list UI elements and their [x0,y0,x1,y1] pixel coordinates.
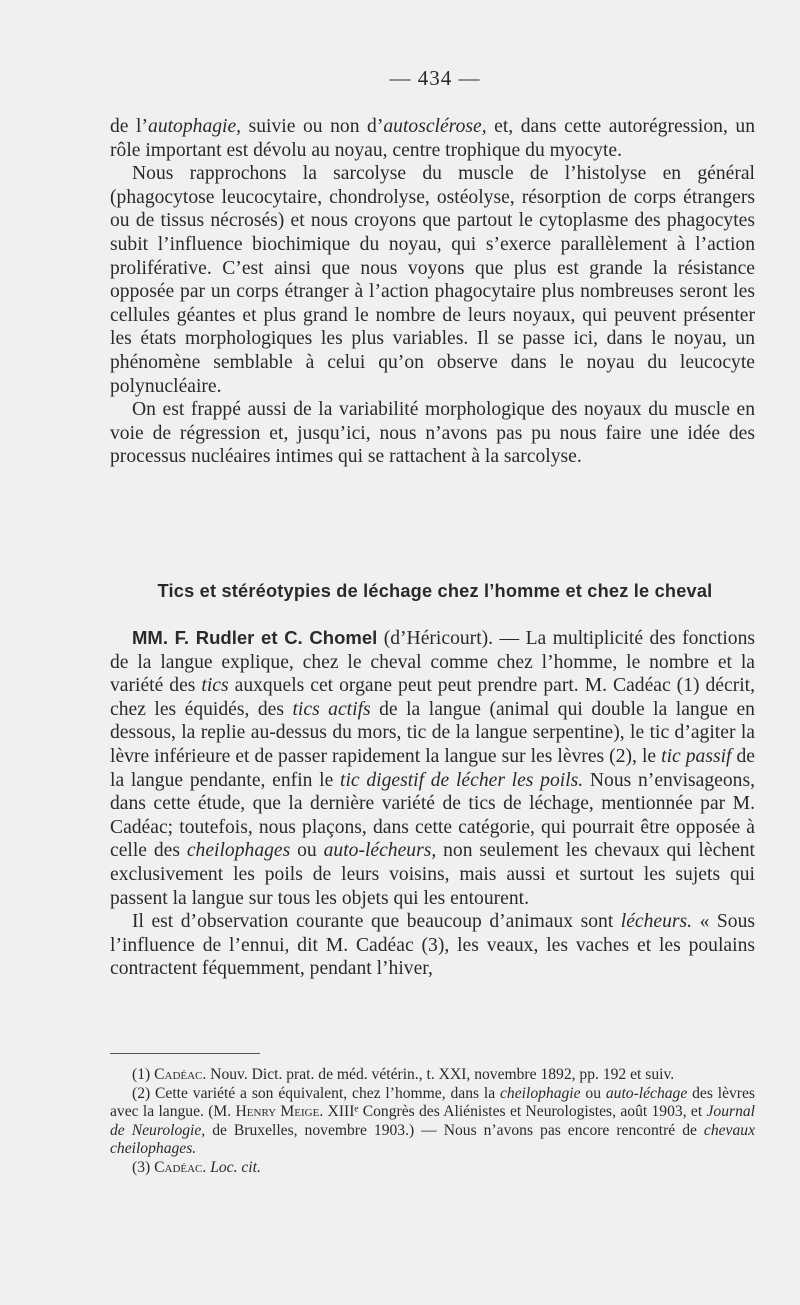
section-paragraph-1 [110,626,755,910]
italic-term: autosclérose, [383,116,487,137]
footnote-number: (3) [132,1159,155,1177]
italic-term: cheilophagie [500,1085,581,1103]
italic-term: cheilophages [186,840,291,862]
paragraph-2: Nous rapprochons la sarcolyse du muscle de l’histolyse en général (phagocytose leucocytaire, chondrolyse, ostéolyse, résorption de corps étrangers ou de tissus nécrosés) et nous croyons que partout le cytoplasme des phagocytes subit l’influence biochimique du noyau, qui s’exerce parallèlement à l’action proliférative. C’est ainsi que nous voyons que plus est grande la résistance opposée par un corps étranger à l’action phagocytaire plus nombreuses seront les cellules géantes et plus grand le nombre de leurs noyaux, qui peuvent présenter les états morphologiques les plus variables. Il se passe ici, dans le noyau, un phénomène semblable à celui qu’on observe dans le noyau du leucocyte polynucléaire. [110,163,755,397]
text-run: de la langue (animal qui double la langue en dessous, la replie au-dessus du mors, tic de la langue serpentine), le tic d’agiter la lèvre inférieure et de passer rapidement la langue sur les lèvres (2), le [110,698,755,767]
authors: MM. F. Rudler et C. Chomel [132,627,378,648]
text-run: et, dans cette autorégression, un rôle important est dévolu au noyau, centre trophique du myocyte. [110,116,755,161]
section-heading: Tics et stéréotypies de léchage chez l’homme et chez le cheval [157,581,713,601]
text-run: XIIIᵉ Congrès des Aliénistes et Neurologistes, août 1903, et [323,1103,707,1121]
text-run: Il est d’observation courante que beaucoup d’animaux sont [132,911,621,933]
italic-term: Loc. cit. [210,1159,261,1177]
text-run: de l’ [110,116,149,137]
italic-term: chevaux cheilophages. [110,1121,755,1157]
text-run: Nouv. Dict. prat. de méd. vétérin., t. XXI, novembre 1892, pp. 192 et suiv. [206,1066,675,1083]
footnote-number: (1) [132,1066,155,1083]
italic-term: Journal de Neurologie, [110,1103,755,1139]
text-run: auxquels cet organe peut peut prendre part. M. Cadéac (1) décrit, chez les équidés, des [110,675,756,720]
italic-term: autophagie, [148,116,242,137]
italic-term: tic passif [661,745,732,767]
text-run: ou [580,1085,606,1103]
text-run: non seulement les chevaux qui lèchent exclusivement les poils de leurs voisins, mais aussi et surtout les sujets qui passent la langue sur tous les objets qui les entourent. [110,840,755,909]
text-run: Cette variété a son équivalent, chez l’homme, dans la [155,1085,501,1103]
italic-term: tic digestif de lécher les poils. [340,769,584,791]
section-paragraph-2 [110,910,755,981]
paragraph-1 [110,115,755,162]
text-run: « Sous l’influence de l’ennui, dit M. Cadéac (3), les veaux, les vaches et les poulains contractent féquemment, pendant l’hiver, [110,911,755,980]
footnote-number: (2) [132,1085,156,1103]
main-text [110,115,755,469]
text-run: des lèvres avec la langue. (M. [110,1085,755,1121]
italic-term: tics [201,675,229,697]
footnotes [110,1066,755,1178]
paragraph-3: On est frappé aussi de la variabilité morphologique des noyaux du muscle en voie de régression et, jusqu’ici, nous n’avons pas pu nous faire une idée des processus nucléaires intimes qui se rattachent à la sarcolyse. [110,399,755,468]
text-run: de Bruxelles, novembre 1903.) — Nous n’avons pas encore rencontré de [205,1121,704,1139]
italic-term: tics actifs [292,698,371,720]
footnote-3 [110,1159,755,1177]
italic-term: lécheurs. [620,911,693,933]
author-name: Cadéac. [154,1066,207,1083]
footnote-2 [110,1085,755,1158]
footnote-1 [110,1066,755,1084]
text-run: ou [290,840,324,862]
text-run: suivie ou non d’ [241,116,384,137]
section-text [110,626,755,981]
italic-term: auto-léchage [605,1085,688,1103]
page-number: — 434 — [389,66,481,90]
text-run: de la langue pendante, enfin le [110,745,755,791]
text-run: Nous n’envisageons, dans cette étude, que la dernière variété de tics de léchage, mentionnée par M. Cadéac; toutefois, nous plaçons, dans cette catégorie, qui pourrait être opposée à celle des [110,769,755,862]
text-run: (d’Héricourt). — La multiplicité des fonctions de la langue explique, chez le cheval comme chez l’homme, le nombre et la variété des [110,628,755,697]
author-name: Cadéac. [154,1159,207,1177]
italic-term: auto-lécheurs, [323,840,437,862]
footnote-divider [110,1053,260,1054]
author-name: Henry Meige. [235,1103,324,1121]
